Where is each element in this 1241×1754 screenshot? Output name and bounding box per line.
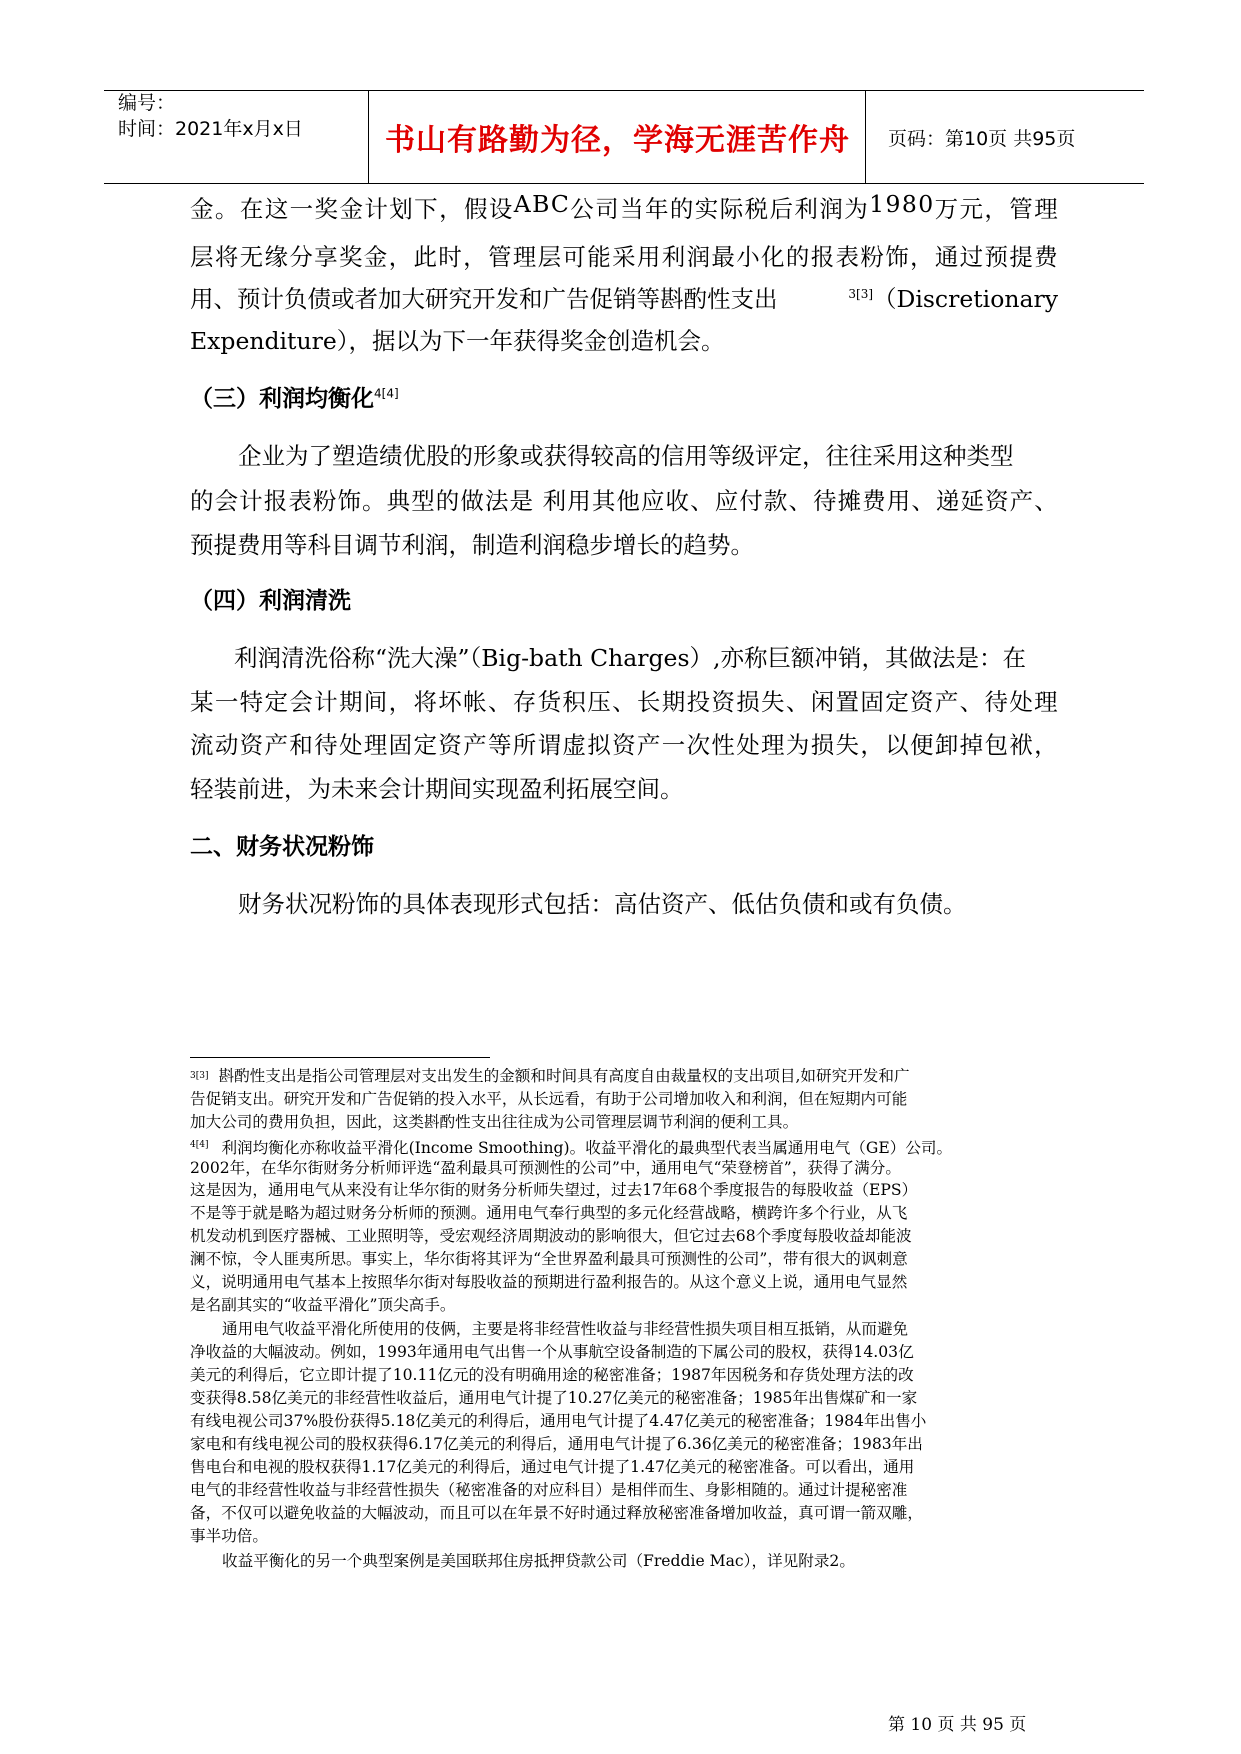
footnote-line: 机发动机到医疗器械、工业照明等，受宏观经济周期波动的影响很大，但它过去68个季度每股收益却能波 (190, 1227, 912, 1245)
footnote-line: 3[3] 斟酌性支出是指公司管理层对支出发生的金额和时间具有高度自由裁量权的支出项目,如研究开发和广 (190, 1067, 910, 1085)
footnote-line: 2002年，在华尔街财务分析师评选“盈利最具可预测性的公司”中，通用电气“荣登榜首”，获得了满分。 (190, 1159, 901, 1177)
footnote-line: 备，不仅可以避免收益的大幅波动，而且可以在年景不好时通过释放秘密准备增加收益，真可谓一箭双雕， (190, 1504, 923, 1522)
footnote-line: $^{4[4]}$ 利润均衡化亦称收益平滑化(Income Smoothing)。收益平滑化的最典型代表当属通用电气（GE）公司。 (190, 1139, 953, 1158)
footnote-reference: 4[4] (374, 386, 399, 401)
body-text-fragment: 用、预计负债或者加大研究开发和广告促销等斟酌性支出 (190, 285, 778, 313)
section-heading: 二、财务状况粉饰 (190, 834, 374, 860)
section-heading: （四）利润清洗 (190, 588, 351, 614)
footnote-line: 通用电气收益平滑化所使用的伎俩，主要是将非经营性收益与非经营性损失项目相互抵销，从而避免 (222, 1320, 909, 1338)
footnote-marker: 3[3] (190, 1071, 209, 1081)
footnote-line: 净收益的大幅波动。例如，1993年通用电气出售一个从事航空设备制造的下属公司的股权，获得14.03亿 (190, 1343, 914, 1361)
footnote-line: 家电和有线电视公司的股权获得6.17亿美元的利得后，通用电气计提了6.36亿美元的秘密准备；1983年出 (190, 1435, 923, 1453)
document-date-label: 时间：2021年x月x日 (118, 118, 303, 140)
footnote-line: 不是等于就是略为超过财务分析师的预测。通用电气奉行典型的多元化经营战略，横跨许多个行业，从飞 (190, 1204, 908, 1222)
footnote-line: 加大公司的费用负担，因此，这类斟酌性支出往往成为公司管理层调节利润的便利工具。 (190, 1113, 799, 1131)
body-text-line: 流 动 资 产 和 待 处 理 固 定 资 产 等 所 谓 虚 拟 资 产 一 次 性 处 理 为 损 失 ， 以 便 卸 掉 包 袱 ， (190, 731, 1058, 759)
footnote-line: 美元的利得后，它立即计提了10.11亿元的没有明确用途的秘密准备；1987年因税务和存货处理方法的改 (190, 1366, 914, 1384)
footnote-line: 售电台和电视的股权获得1.17亿美元的利得后，通过电气计提了1.47亿美元的秘密准备。可以看出，通用 (190, 1458, 915, 1476)
header-left-cell (104, 91, 369, 183)
page-number: 第 10 页 共 95 页 (888, 1715, 1027, 1735)
body-text-line: 某 一 特 定 会 计 期 间 ， 将 坏 帐 、 存 货 积 压 、 长 期 投 资 损 失 、 闲 置 固 定 资 产 、 待 处 理 (190, 688, 1058, 716)
body-text-line: 轻装前进，为未来会计期间实现盈利拓展空间。 (190, 775, 684, 803)
footnote-line: 这是因为，通用电气从来没有让华尔街的财务分析师失望过，过去17年68个季度报告的每股收益（EPS） (190, 1181, 918, 1199)
body-text-line: 金 。 在 这 一 奖 金 计 划 下 ， 假 设 A B C 公 司 当 年 的 实 际 税 后 利 润 为 1 9 8 0 万 元 ， 管 理 (190, 190, 1058, 223)
footnote-separator (190, 1057, 490, 1058)
body-text-line: 的 会 计 报 表 粉 饰 。 典 型 的 做 法 是 利 用 其 他 应 收 、 应 付 款 、 待 摊 费 用 、 递 延 资 产 、 (190, 487, 1058, 515)
body-text-line: 企业为了塑造绩优股的形象或获得较高的信用等级评定，往往采用这种类型 (238, 442, 1014, 470)
body-text-line: 财务状况粉饰的具体表现形式包括：高估资产、低估负债和或有负债。 (238, 890, 967, 918)
document-number-label: 编号： (118, 92, 176, 114)
body-text-fragment: （Discretionary (873, 285, 1058, 313)
footnote-reference: 3[3] (848, 287, 874, 302)
body-text-line: Expenditure），据以为下一年获得奖金创造机会。 (190, 327, 725, 355)
header-right-cell (868, 91, 1144, 183)
footnote-line: 告促销支出。研究开发和广告促销的投入水平，从长远看，有助于公司增加收入和利润，但在短期内可能 (190, 1090, 908, 1108)
footnote-line: 收益平衡化的另一个典型案例是美国联邦住房抵押贷款公司（Freddie Mac），详见附录2。 (222, 1552, 855, 1570)
body-text-line: 预提费用等科目调节利润，制造利润稳步增长的趋势。 (190, 531, 754, 559)
page-header (104, 90, 1144, 184)
footnote-line: 义，说明通用电气基本上按照华尔街对每股收益的预期进行盈利报告的。从这个意义上说，通用电气显然 (190, 1273, 908, 1291)
body-text-line: 层 将 无 缘 分 享 奖 金 ， 此 时 ， 管 理 层 可 能 采 用 利 润 最 小 化 的 报 表 粉 饰 ， 通 过 预 提 费 (190, 243, 1058, 271)
header-motto: 书山有路勤为径，学海无涯苦作舟 (385, 123, 850, 158)
header-center-cell (370, 91, 866, 183)
section-heading: （三）利润均衡化$^{4[4]}$ (190, 386, 399, 412)
footnote-marker: 4[4] (190, 1140, 209, 1150)
body-text-line: 利润清洗俗称“洗大澡”（Big-bath Charges）,亦称巨额冲销，其做法是：在 (234, 644, 1026, 672)
header-page-label: 页码：第10页 共95页 (888, 127, 1076, 150)
footnote-line: 电气的非经营性收益与非经营性损失（秘密准备的对应科目）是相伴而生、身影相随的。通过计提秘密准 (190, 1481, 908, 1499)
body-text-line (190, 280, 1058, 314)
footnote-line: 澜不惊，令人匪夷所思。事实上，华尔街将其评为“全世界盈利最具可预测性的公司”，带有很大的讽刺意 (190, 1250, 908, 1268)
footnote-line: 有线电视公司37%股份获得5.18亿美元的利得后，通用电气计提了4.47亿美元的秘密准备；1984年出售小 (190, 1412, 927, 1430)
footnote-line: 变获得8.58亿美元的非经营性收益后，通用电气计提了10.27亿美元的秘密准备；1985年出售煤矿和一家 (190, 1389, 918, 1407)
footnote-line: 是名副其实的“收益平滑化”顶尖高手。 (190, 1296, 456, 1314)
footnote-line: 事半功倍。 (190, 1527, 268, 1545)
